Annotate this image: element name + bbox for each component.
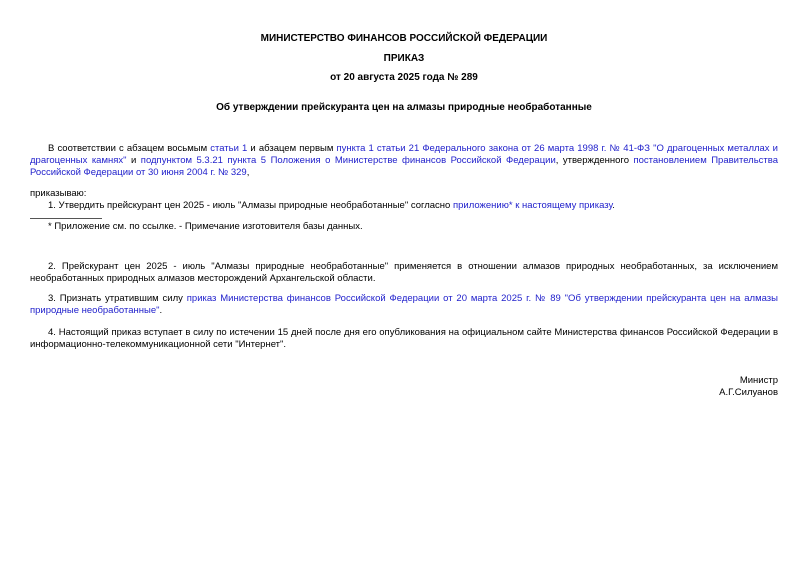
order-item-2: 2. Прейскурант цен 2025 - июль "Алмазы природные необработанные" применяется в отношении алмазов природных необработанных, за исключением необработанных природных алмазов месторождений Архангельской области.: [30, 261, 778, 284]
document-link[interactable]: приложению* к настоящему приказу: [452, 200, 613, 211]
text-segment: , утвержденного: [555, 155, 634, 166]
footnote-text: * Приложение см. по ссылке. - Примечание изготовителя базы данных.: [48, 221, 363, 232]
signature-block: [30, 375, 778, 398]
document-link[interactable]: приказ Министерства финансов Российской Федерации от 20 марта 2025 г. № 89 "Об утверждении прейскуранта цен на алмазы природные необработанные": [30, 293, 778, 316]
text-segment: .: [159, 305, 163, 316]
doc-date-number: от 20 августа 2025 года № 289: [330, 72, 478, 83]
text-segment: ,: [246, 167, 250, 178]
text-segment: 3. Признать утратившим силу: [48, 293, 187, 304]
text-segment: 1. Утвердить прейскурант цен 2025 - июль "Алмазы природные необработанные" согласно: [48, 200, 453, 211]
doc-subject-title: Об утверждении прейскуранта цен на алмазы природные необработанные: [216, 102, 592, 113]
document-link[interactable]: подпунктом 5.3.21 пункта 5 Положения о Министерстве финансов Российской Федерации: [140, 155, 556, 166]
order-item-1: [30, 200, 778, 212]
preamble-paragraph: [30, 143, 778, 179]
document-link[interactable]: пункта 1 статьи 21 Федерального закона от 26 марта 1998 г. № 41-ФЗ "О драгоценных металлах и драгоценных камнях": [30, 143, 778, 166]
signatory-name: А.Г.Силуанов: [719, 386, 778, 398]
footnote-divider: [30, 218, 102, 219]
text-segment: В соответствии с абзацем восьмым: [48, 143, 211, 154]
doc-type-heading: ПРИКАЗ: [383, 53, 425, 64]
text-segment: и: [126, 155, 141, 166]
order-word: приказываю:: [30, 188, 87, 199]
order-item-3: [30, 293, 778, 317]
signatory-title: Министр: [739, 375, 778, 386]
text-segment: и абзацем первым: [247, 143, 337, 154]
order-item-4: 4. Настоящий приказ вступает в силу по истечении 15 дней после дня его опубликования на официальном сайте Министерства финансов Российской Федерации в информационно-телекоммуникационной сети "Интернет".: [30, 327, 778, 350]
document-link[interactable]: постановлением Правительства Российской Федерации от 30 июня 2004 г. № 329: [30, 155, 778, 178]
ministry-heading: МИНИСТЕРСТВО ФИНАНСОВ РОССИЙСКОЙ ФЕДЕРАЦИИ: [260, 33, 548, 44]
document-link[interactable]: статьи 1: [210, 143, 248, 154]
text-segment: .: [612, 200, 615, 211]
